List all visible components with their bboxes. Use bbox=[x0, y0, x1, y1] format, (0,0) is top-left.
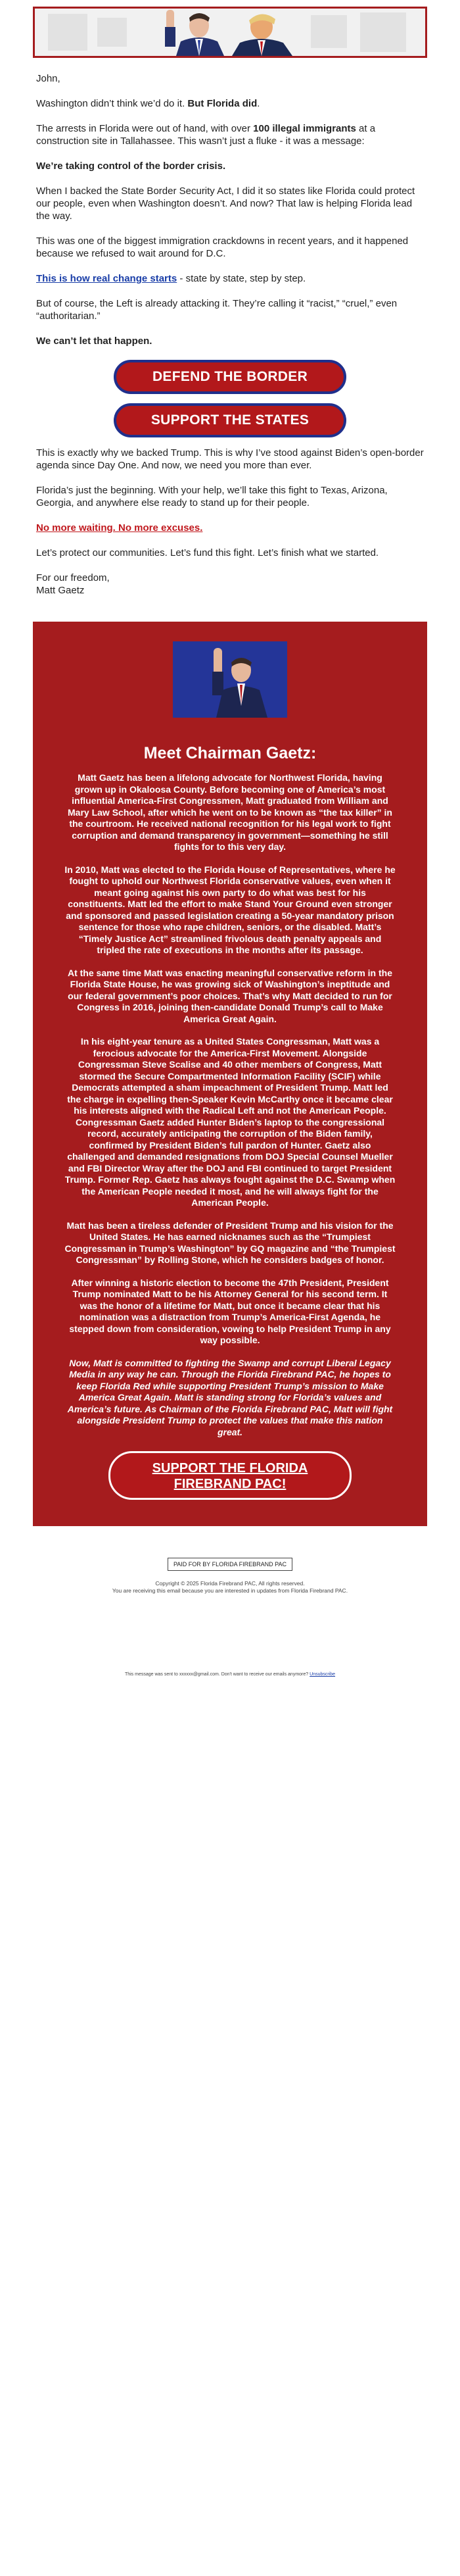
letter-paragraph-10: Florida’s just the beginning. With your help, we’ll take this fight to Texas, Arizona, Georgia, and anywhere else ready to stand up for their people. bbox=[36, 485, 388, 508]
bio-title: Meet Chairman Gaetz: bbox=[143, 744, 317, 762]
footer bbox=[33, 1526, 427, 1703]
bio-closing-paragraph: Now, Matt is committed to fighting the Swamp and corrupt Liberal Legacy Media in any way he can. Through the Florida Firebrand PAC, he hopes to keep Florida Red while supporting President Trump’s mission to Make America Great Again. Matt is standing strong for Florida’s values and America’s future. As Chairman of the Florida Firebrand PAC, Matt will fight alongside President Trump to protect the values that make this nation great. bbox=[67, 1357, 393, 1437]
letter-paragraph-6: This is how real change starts - state by state, step by step. bbox=[36, 273, 306, 284]
letter-paragraph-2: The arrests in Florida were out of hand, with over 100 illegal immigrants at a construction site in Tallahassee. This wasn’t just a fluke - it was a message: bbox=[36, 123, 376, 147]
bio-cta-line-1: SUPPORT THE FLORIDA bbox=[152, 1461, 308, 1475]
copyright-text: Copyright © 2025 Florida Firebrand PAC, All rights reserved. bbox=[155, 1580, 305, 1587]
bio-paragraph-2: In 2010, Matt was elected to the Florida House of Representatives, where he fought to uphold our Northwest Florida conservative values, even when it meant going against his own party to do what was best for his constituents. Matt led the effort to make Stand Your Ground even stronger and sponsored and passed legislation creating a 50-year mandatory prison sentence for those who rape children, seniors, or the disabled. Matt’s “Timely Justice Act” streamlined frivolous death penalty appeals and tripled the rate of executions in the months after its passage. bbox=[64, 864, 396, 955]
support-button-wrap bbox=[36, 403, 424, 437]
letter-paragraph-11 bbox=[36, 522, 424, 534]
letter-paragraph-5: This was one of the biggest immigration crackdowns in recent years, and it happened because we refused to wait around for D.C. bbox=[36, 235, 409, 259]
signature: Matt Gaetz bbox=[36, 585, 85, 596]
bio-paragraph-6: After winning a historic election to become the 47th President, President Trump nominated Matt to be his Attorney General for his second term. It was the honor of a lifetime for Matt, but once it became clear that his nomination was a distraction from Trump’s America-First Agenda, he stepped down from consideration, vowing to help President Trump in any way possible. bbox=[69, 1277, 391, 1345]
defend-the-border-button[interactable]: DEFEND THE BORDER bbox=[114, 360, 346, 394]
bio-cta-wrap bbox=[64, 1451, 396, 1500]
bio-section bbox=[33, 622, 427, 1526]
support-firebrand-pac-button[interactable] bbox=[108, 1451, 352, 1500]
letter-paragraph-4: When I backed the State Border Security Act, I did it so states like Florida could protect our people, even when Washington doesn’t. And now? That law is helping Florida lead the way. bbox=[36, 186, 415, 222]
defend-button-wrap bbox=[36, 360, 424, 394]
unsubscribe-link[interactable]: Unsubscribe bbox=[310, 1672, 336, 1677]
real-change-link[interactable]: This is how real change starts bbox=[36, 273, 177, 284]
signoff-block bbox=[36, 572, 424, 597]
signoff: For our freedom, bbox=[36, 572, 110, 583]
bio-paragraph-4: In his eight-year tenure as a United States Congressman, Matt was a ferocious advocate for the America-First Movement. Alongside Congressman Steve Scalise and 40 other members of Congress, Matt stormed the Secure Compartmented Information Facility (SCIF) while Democrats attempted a sham impeachment of President Trump. Matt led the charge in expelling then-Speaker Kevin McCarthy once it became clear his interests aligned with the Radical Left and not the American People. Congressman Gaetz added Hunter Biden’s laptop to the congressional record, accurately anticipating the corruption of the Biden family, confirmed by President Biden’s full pardon of Hunter. Gaetz also challenged and demanded resignations from DOJ Special Counsel Mueller and FBI Director Wray after the DOJ and FBI continued to target President Trump. Former Rep. Gaetz has always fought against the D.C. Swamp when the American People needed it most, and he will always fight for the American People. bbox=[64, 1036, 396, 1208]
letter-paragraph-3: We’re taking control of the border crisis. bbox=[36, 161, 226, 172]
bio-cta-line-2: FIREBRAND PAC! bbox=[173, 1477, 287, 1491]
subscription-reason: You are receiving this email because you are interested in updates from Florida Firebrand PAC. bbox=[112, 1587, 348, 1594]
bio-paragraph-3: At the same time Matt was enacting meaningful conservative reform in the Florida State House, he was growing sick of Washington’s ineptitude and our federal government’s poor choices. That’s why Matt decided to run for Congress in 2016, joining then-candidate Donald Trump’s call to Make America Great Again. bbox=[67, 967, 392, 1024]
support-the-states-button[interactable]: SUPPORT THE STATES bbox=[114, 403, 346, 437]
letter-paragraph-7: But of course, the Left is already attacking it. They’re calling it “racist,” “cruel,” even “authoritarian.” bbox=[36, 298, 398, 322]
footer-legal bbox=[33, 1580, 427, 1595]
header-banner-image bbox=[35, 9, 425, 56]
header-banner bbox=[33, 7, 427, 58]
no-more-waiting-link[interactable]: No more waiting. No more excuses. bbox=[36, 522, 203, 533]
paid-for-disclaimer: PAID FOR BY FLORIDA FIREBRAND PAC bbox=[168, 1558, 292, 1571]
letter-paragraph-12: Let’s protect our communities. Let’s fund this fight. Let’s finish what we started. bbox=[36, 547, 379, 558]
greeting: John, bbox=[36, 73, 60, 84]
letter-paragraph-9: This is exactly why we backed Trump. This is why I’ve stood against Biden’s open-border agenda since Day One. And now, we need you more than ever. bbox=[36, 447, 424, 471]
bio-paragraph-1: Matt Gaetz has been a lifelong advocate for Northwest Florida, having grown up in Okaloosa County. Before becoming one of America’s most influential America-First Congressmen, Matt graduated from William and Mary Law School, after which he went on to be known as “the tax killer” in the courtroom. He received national recognition for his legal work to fight corruption and demand transparency in government—something he still fights for to this very day. bbox=[68, 772, 392, 852]
email-body bbox=[33, 0, 427, 1703]
chairman-photo-image bbox=[173, 641, 287, 718]
chairman-photo bbox=[173, 641, 287, 718]
letter-paragraph-8: We can’t let that happen. bbox=[36, 335, 152, 347]
letter-body bbox=[33, 58, 427, 597]
letter-paragraph-1: Washington didn’t think we’d do it. But Florida did. bbox=[36, 98, 260, 109]
unsubscribe-line: This message was sent to xxxxxx@gmail.com. Don't want to receive our emails anymore? Unsubscribe bbox=[124, 1672, 336, 1677]
bio-paragraph-5: Matt has been a tireless defender of President Trump and his vision for the United States. He has earned nicknames such as the “Trumpiest Congressman in Trump’s Washington” by GQ magazine and “the Trumpiest Congressman” by Rolling Stone, which he considers badges of honor. bbox=[64, 1220, 396, 1265]
